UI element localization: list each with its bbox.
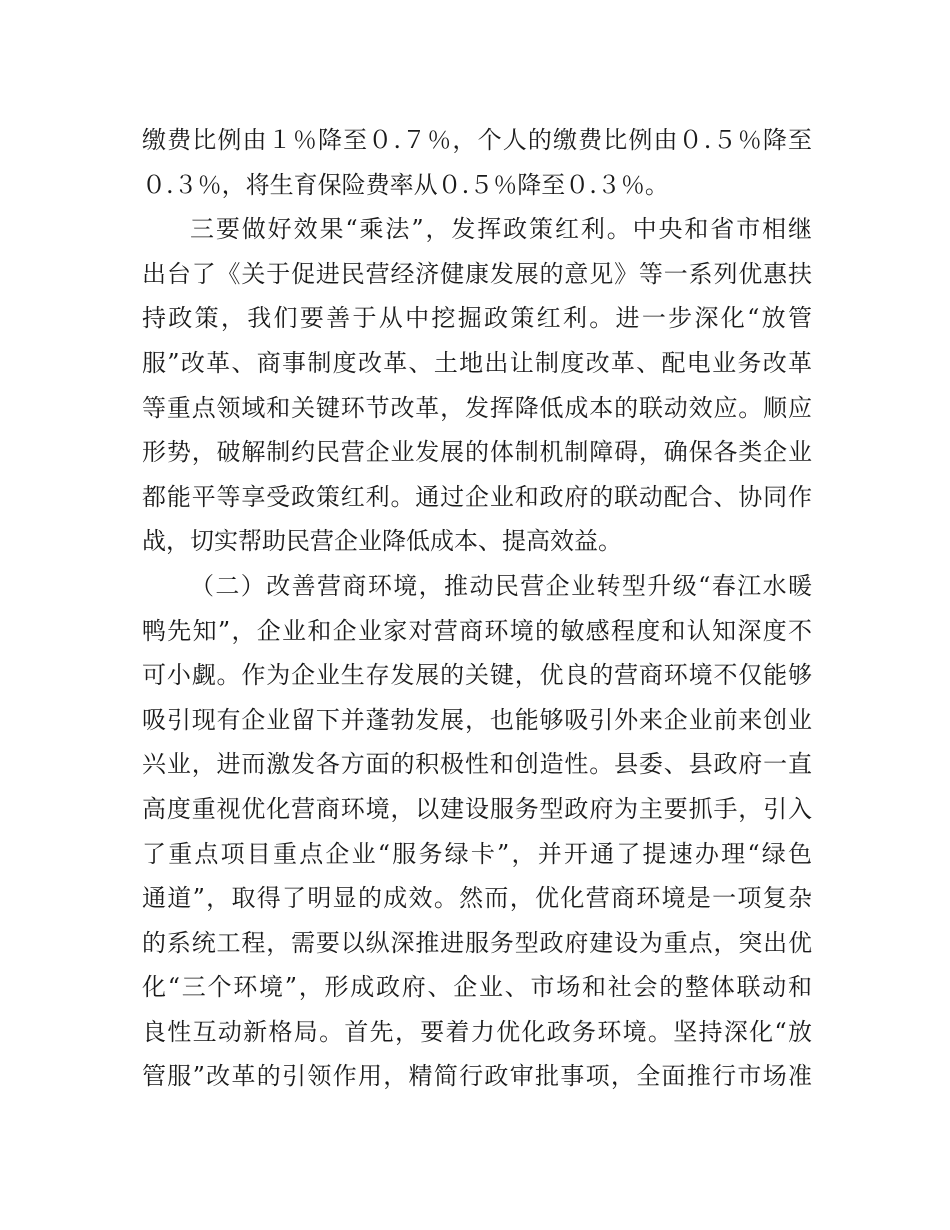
text-line: 出台了《关于促进民营经济健康发展的意见》等一系列优惠扶: [142, 259, 812, 288]
text-line: 都能平等享受政策红利。通过企业和政府的联动配合、协同作: [142, 482, 812, 511]
text-line: 战，切实帮助民营企业降低成本、提高效益。: [142, 527, 622, 556]
paragraph: [142, 564, 812, 1099]
text-line: 通道”，取得了明显的成效。然而，优化营商环境是一项复杂: [142, 884, 812, 913]
paragraph: [142, 207, 812, 564]
text-line: 了重点项目重点企业“服务绿卡”，并开通了提速办理“绿色: [142, 839, 812, 868]
text-line: 缴费比例由１％降至０.７％，个人的缴费比例由０.５％降至: [142, 126, 812, 154]
text-line: 鸭先知”，企业和企业家对营商环境的敏感程度和认知深度不: [142, 616, 812, 645]
text-line: 的系统工程，需要以纵深推进服务型政府建设为重点，突出优: [142, 928, 812, 957]
text-line: 化“三个环境”，形成政府、企业、市场和社会的整体联动和: [142, 973, 812, 1002]
text-line: 高度重视优化营商环境，以建设服务型政府为主要抓手，引入: [142, 794, 812, 823]
text-line: 形势，破解制约民营企业发展的体制机制障碍，确保各类企业: [142, 438, 812, 467]
text-line: 兴业，进而激发各方面的积极性和创造性。县委、县政府一直: [142, 750, 812, 779]
paragraph: [142, 118, 812, 207]
text-line: （二）改善营商环境，推动民营企业转型升级“春江水暖: [190, 571, 812, 600]
text-line: ０.３％，将生育保险费率从０.５％降至０.３％。: [142, 170, 669, 199]
text-line: 服”改革、商事制度改革、土地出让制度改革、配电业务改革: [142, 348, 812, 377]
body-text: [142, 118, 812, 1099]
text-line: 可小觑。作为企业生存发展的关键，优良的营商环境不仅能够: [142, 661, 812, 690]
text-line: 等重点领域和关键环节改革，发挥降低成本的联动效应。顺应: [142, 393, 812, 422]
text-line: 管服”改革的引领作用，精简行政审批事项，全面推行市场准: [142, 1062, 812, 1091]
text-line: 良性互动新格局。首先，要着力优化政务环境。坚持深化“放: [142, 1017, 812, 1046]
text-line: 三要做好效果“乘法”，发挥政策红利。中央和省市相继: [190, 215, 812, 244]
text-line: 持政策，我们要善于从中挖掘政策红利。进一步深化“放管: [142, 304, 812, 333]
text-line: 吸引现有企业留下并蓬勃发展，也能够吸引外来企业前来创业: [142, 705, 812, 734]
